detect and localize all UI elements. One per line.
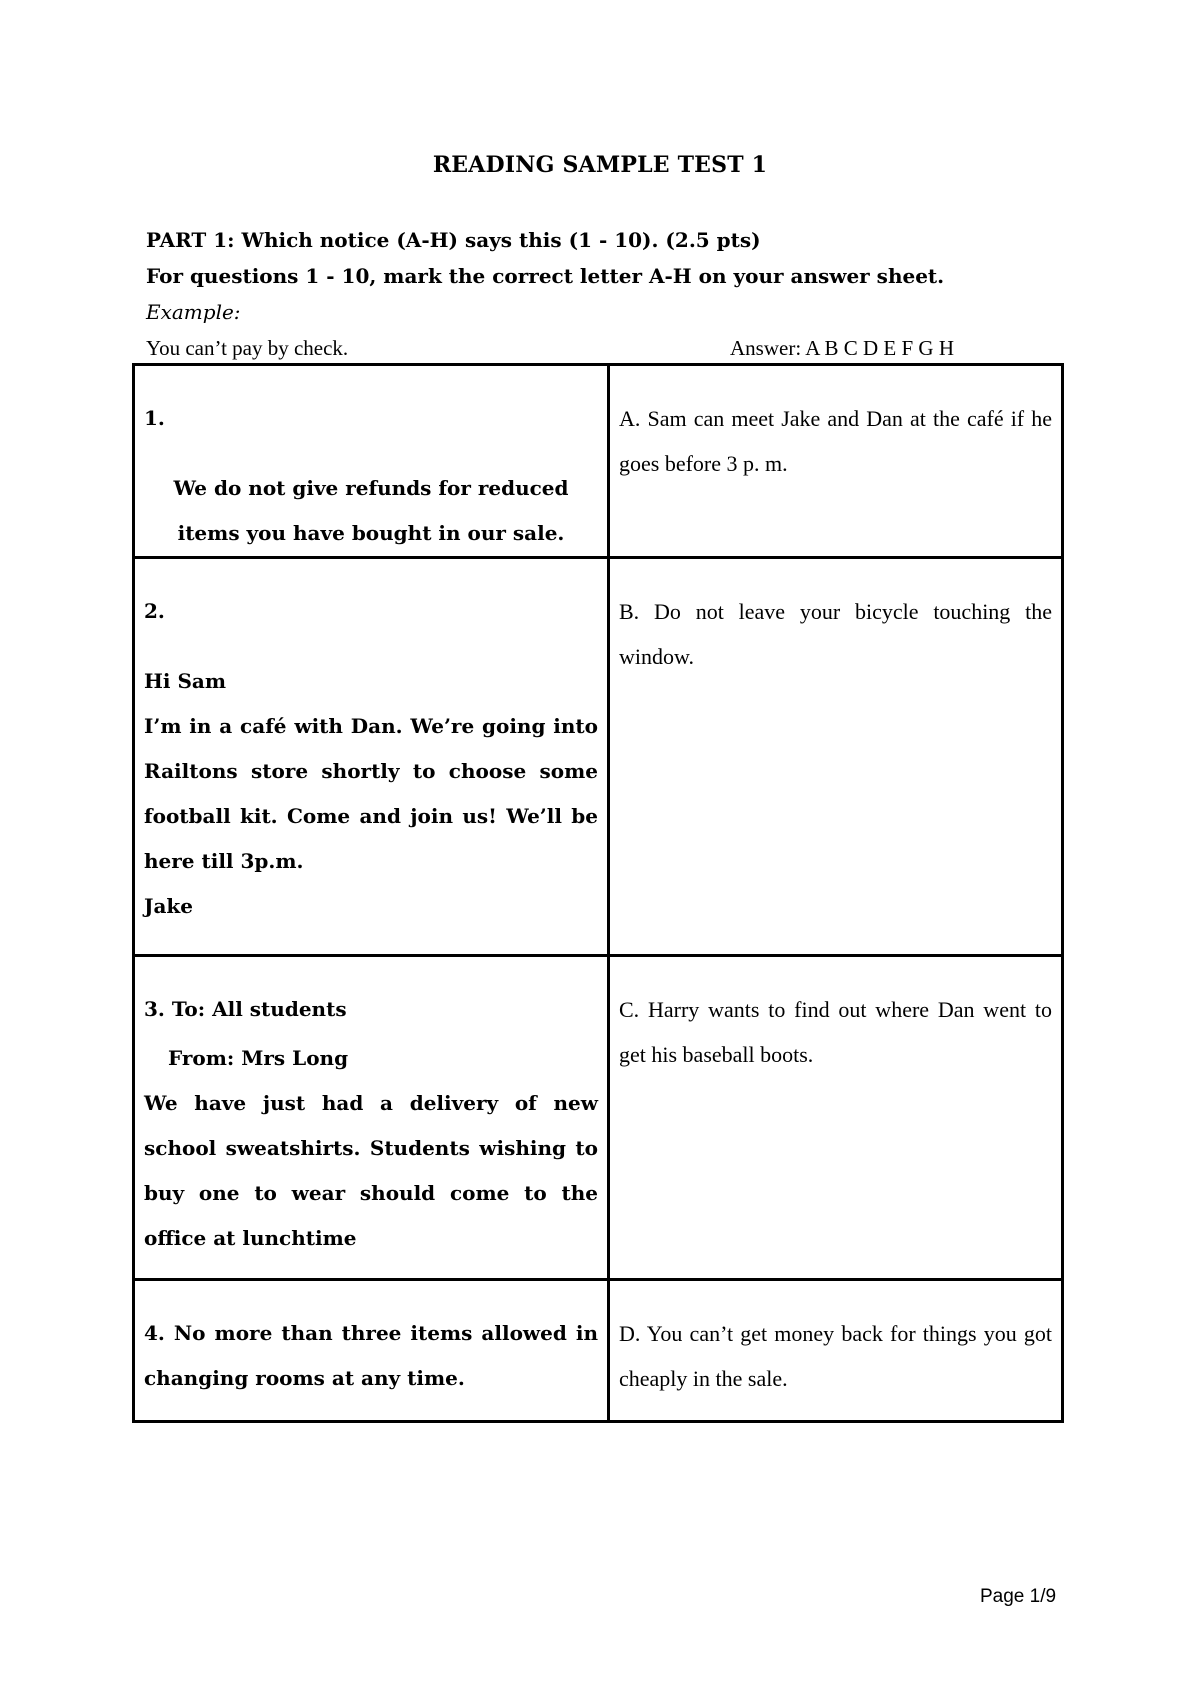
page-title: READING SAMPLE TEST 1 [432, 152, 768, 178]
notice-cell-1 [134, 365, 609, 558]
option-cell-b [609, 558, 1063, 956]
option-text: B. Do not leave your bicycle touching the window. [619, 599, 1052, 669]
option-cell-c [609, 956, 1063, 1280]
example-label: Example: [146, 300, 241, 324]
table-row [134, 558, 1063, 956]
notice-cell-4 [134, 1280, 609, 1422]
notice-cell-3 [134, 956, 609, 1280]
part-heading: PART 1: Which notice (A-H) says this (1 - 10). (2.5 pts) [146, 228, 761, 252]
option-cell-a [609, 365, 1063, 558]
question-number: 1. [144, 406, 165, 430]
option-cell-d [609, 1280, 1063, 1422]
notice-text: 4. No more than three items allowed in changing rooms at any time. [144, 1321, 598, 1390]
example-text: You can’t pay by check. [146, 336, 349, 360]
table-row [134, 956, 1063, 1280]
table-row [134, 365, 1063, 558]
question-number: 3. To: All students [144, 997, 347, 1021]
option-text: A. Sam can meet Jake and Dan at the café if he goes before 3 p. m. [619, 406, 1052, 476]
option-text: C. Harry wants to find out where Dan went to get his baseball boots. [619, 997, 1052, 1067]
page-number: Page 1/9 [980, 1586, 1057, 1607]
notice-table [132, 363, 1064, 1423]
instruction-text: For questions 1 - 10, mark the correct letter A-H on your answer sheet. [146, 264, 945, 288]
note-message: I’m in a café with Dan. We’re going into Railtons store shortly to choose some football kit. Come and join us! We’ll be here till 3p.m. [144, 714, 598, 873]
note-greeting: Hi Sam [144, 669, 227, 693]
note-signature: Jake [144, 894, 194, 918]
notice-text: We do not give refunds for reduced items you have bought in our sale. [173, 476, 569, 545]
question-number: 2. [144, 599, 165, 623]
memo-from: From: Mrs Long [168, 1046, 349, 1070]
notice-cell-2 [134, 558, 609, 956]
option-text: D. You can’t get money back for things you got cheaply in the sale. [619, 1321, 1052, 1391]
table-row [134, 1280, 1063, 1422]
memo-message: We have just had a delivery of new school sweatshirts. Students wishing to buy one to wear should come to the office at lunchtime [144, 1091, 598, 1250]
example-answer: Answer: A B C D E F G H [730, 336, 955, 360]
